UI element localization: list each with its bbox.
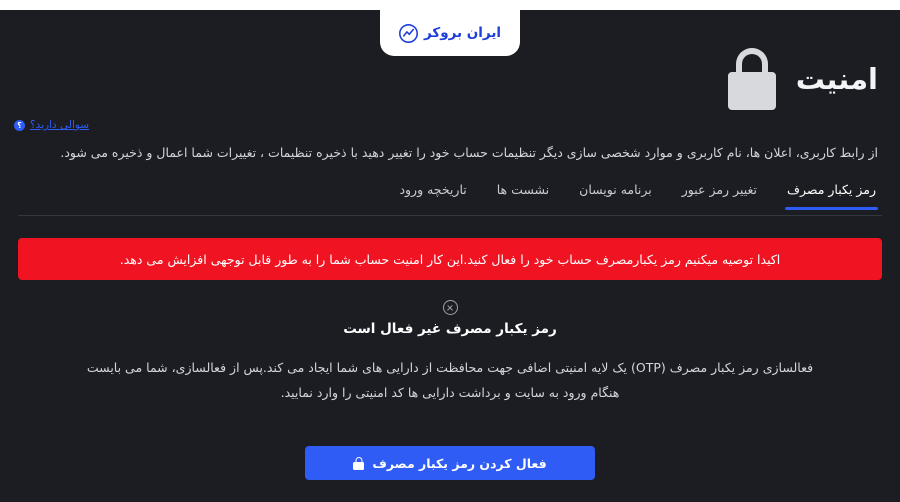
tab-sessions[interactable]: نشست ها: [496, 182, 550, 197]
tab-login-history[interactable]: تاریخچه ورود: [399, 182, 467, 197]
otp-status-card: [18, 300, 882, 405]
warning-banner: [18, 238, 882, 280]
enable-otp-button[interactable]: [305, 446, 595, 480]
tab-change-password[interactable]: تغییر رمز عبور: [681, 182, 758, 197]
tab-one-time-password[interactable]: رمز یکبار مصرف: [785, 178, 878, 209]
lock-icon: [726, 48, 778, 110]
otp-status-title: رمز یکبار مصرف غیر فعال است: [343, 321, 557, 337]
lock-icon: [353, 457, 364, 470]
page-title: امنیت: [795, 61, 878, 96]
site-logo[interactable]: [380, 10, 520, 56]
otp-status-description: فعالسازی رمز یکبار مصرف (OTP) یک لایه امنیتی اضافی جهت محافظت از دارایی های شما ایجاد می کند.پس از فعالسازی، شما می بایست هنگام ورود به سایت و برداشت دارایی ها کد امنیتی را وارد نمایید.: [86, 360, 814, 400]
settings-tabbar: [18, 178, 882, 216]
intro-text: از رابط کاربری، اعلان ها، نام کاربری و موارد شخصی سازی دیگر تنظیمات حساب خود را تغییر دهید با ذخیره تنظیمات ، تغییرات شما اعمال و ذخیره می شود.: [60, 145, 878, 160]
page-header: [726, 48, 878, 110]
warning-banner-text: اکیدا توصیه میکنیم رمز یکبارمصرف حساب خود را فعال کنید.این کار امنیت حساب شما را به طور قابل توجهی افزایش می دهد.: [119, 251, 781, 267]
help-link-label: سوالی دارید؟: [30, 119, 90, 131]
security-settings-page: [0, 10, 900, 502]
logo-label: ایران بروکر: [423, 25, 502, 41]
question-mark-icon: ؟: [14, 120, 25, 131]
cta-container: [0, 446, 900, 480]
tab-developers[interactable]: برنامه نویسان: [579, 182, 652, 197]
enable-otp-button-label: فعال کردن رمز یکبار مصرف: [372, 455, 547, 471]
circle-x-icon: [443, 300, 458, 315]
help-link[interactable]: [14, 119, 89, 131]
chart-line-icon: [399, 24, 418, 43]
